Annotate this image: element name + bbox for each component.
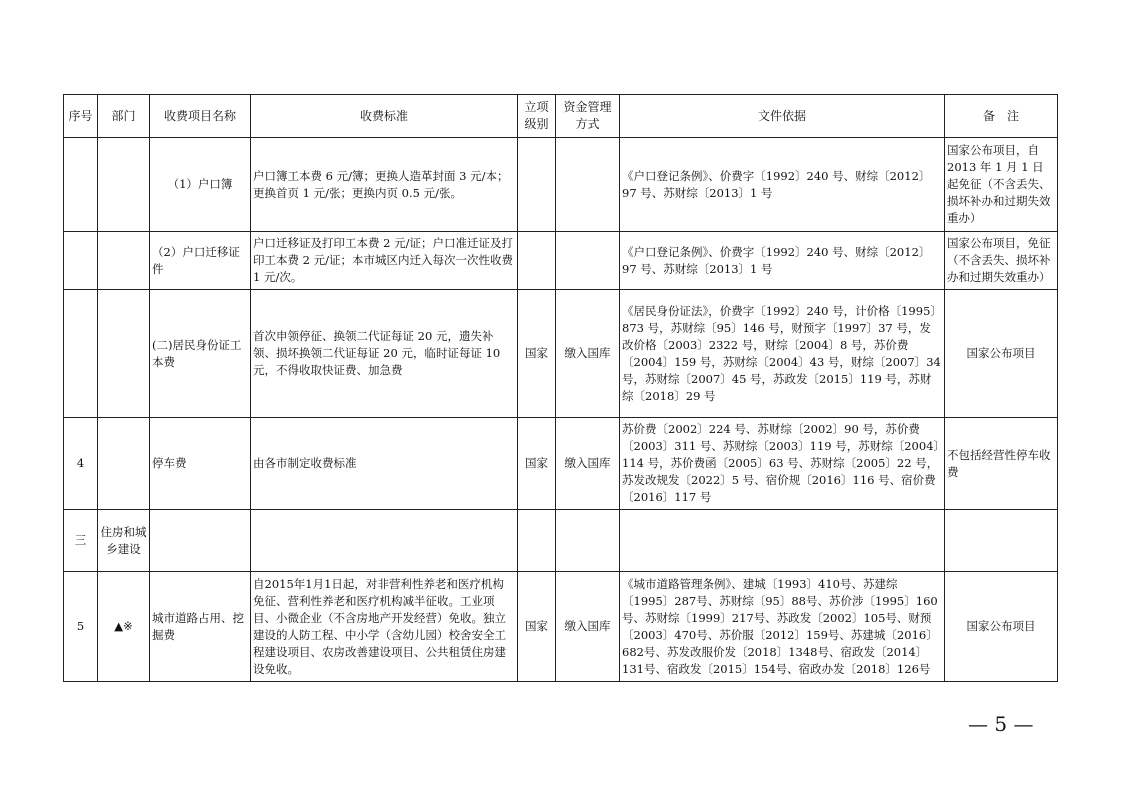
section-row xyxy=(64,510,1058,572)
cell-item xyxy=(150,510,251,572)
cell-fund: 缴入国库 xyxy=(556,290,620,418)
cell-remark xyxy=(945,510,1058,572)
header-basis: 文件依据 xyxy=(620,95,945,138)
cell-seq: 5 xyxy=(64,572,98,682)
cell-level xyxy=(518,510,556,572)
table-row xyxy=(64,138,1058,232)
cell-fund: 缴入国库 xyxy=(556,418,620,510)
cell-fund xyxy=(556,232,620,290)
header-fund: 资金管理方式 xyxy=(556,95,620,138)
table-row xyxy=(64,232,1058,290)
cell-basis: 《户口登记条例》、价费字〔1992〕240 号、财综〔2012〕97 号、苏财综〔2013〕1 号 xyxy=(620,138,945,232)
cell-basis: 《城市道路管理条例》、建城〔1993〕410号、苏建综〔1995〕287号、苏财综〔95〕88号、苏价涉〔1995〕160号、苏财综〔1999〕217号、苏政发〔2002〕105号、财预〔2003〕470号、苏价服〔2012〕159号、苏建城〔2016〕682号、苏发改服价发〔2018〕1348号、宿政发〔2014〕131号、宿政发〔2015〕154号、宿政办发〔2018〕126号 xyxy=(620,572,945,682)
cell-fund: 缴入国库 xyxy=(556,572,620,682)
cell-standard: 户口簿工本费 6 元/簿；更换人造革封面 3 元/本；更换首页 1 元/张；更换内页 0.5 元/张。 xyxy=(251,138,518,232)
table-row xyxy=(64,572,1058,682)
cell-remark: 国家公布项目，自2013 年 1 月 1 日起免征（不含丢失、损坏补办和过期失效重办） xyxy=(945,138,1058,232)
cell-item: （1）户口簿 xyxy=(150,138,251,232)
cell-basis xyxy=(620,510,945,572)
cell-dept xyxy=(98,232,150,290)
cell-level xyxy=(518,232,556,290)
cell-level xyxy=(518,138,556,232)
cell-level: 国家 xyxy=(518,572,556,682)
cell-seq: 4 xyxy=(64,418,98,510)
cell-standard: 自2015年1月1日起，对非营利性养老和医疗机构免征、营利性养老和医疗机构减半征收。工业项目、小微企业（不含房地产开发经营）免收。独立建设的人防工程、中小学（含幼儿园）校舍安全工程建设项目、农房改善建设项目、公共租赁住房建设免收。 xyxy=(251,572,518,682)
cell-remark: 不包括经营性停车收费 xyxy=(945,418,1058,510)
header-seq: 序号 xyxy=(64,95,98,138)
cell-remark: 国家公布项目，免征（不含丢失、损坏补办和过期失效重办） xyxy=(945,232,1058,290)
section-number: 三 xyxy=(64,510,98,572)
cell-dept xyxy=(98,290,150,418)
cell-standard: 户口迁移证及打印工本费 2 元/证；户口准迁证及打印工本费 2 元/证；本市城区内迁入每次一次性收费 1 元/次。 xyxy=(251,232,518,290)
header-item-name: 收费项目名称 xyxy=(150,95,251,138)
cell-item: （2）户口迁移证件 xyxy=(150,232,251,290)
cell-seq xyxy=(64,138,98,232)
page-number: — 5 — xyxy=(968,712,1034,736)
cell-seq xyxy=(64,232,98,290)
header-standard: 收费标准 xyxy=(251,95,518,138)
cell-fund xyxy=(556,138,620,232)
cell-item: 城市道路占用、挖掘费 xyxy=(150,572,251,682)
cell-standard: 首次申领停征、换领二代证每证 20 元，遗失补领、损坏换领二代证每证 20 元，临时证每证 10 元，不得收取快证费、加急费 xyxy=(251,290,518,418)
table-row xyxy=(64,290,1058,418)
cell-dept xyxy=(98,138,150,232)
header-level: 立项级别 xyxy=(518,95,556,138)
cell-remark: 国家公布项目 xyxy=(945,290,1058,418)
cell-remark: 国家公布项目 xyxy=(945,572,1058,682)
cell-item: 停车费 xyxy=(150,418,251,510)
header-dept: 部门 xyxy=(98,95,150,138)
cell-basis: 苏价费〔2002〕224 号、苏财综〔2002〕90 号，苏价费〔2003〕311 号、苏财综〔2003〕119 号，苏财综〔2004〕114 号，苏价费函〔2005〕63 号、苏财综〔2005〕22 号，苏发改规发〔2022〕5 号、宿价规〔2016〕116 号、宿价费〔2016〕117 号 xyxy=(620,418,945,510)
fee-table xyxy=(63,94,1058,682)
cell-level: 国家 xyxy=(518,290,556,418)
cell-fund xyxy=(556,510,620,572)
cell-basis: 《居民身份证法》，价费字〔1992〕240 号，计价格〔1995〕873 号，苏财综〔95〕146 号，财预字〔1997〕37 号，发改价格〔2003〕2322 号，财综〔2004〕8 号，苏价费〔2004〕159 号，苏财综〔2004〕43 号，财综〔2007〕34 号，苏财综〔2007〕45 号，苏政发〔2015〕119 号，苏财综〔2018〕29 号 xyxy=(620,290,945,418)
header-remark: 备 注 xyxy=(945,95,1058,138)
cell-item: (二)居民身份证工本费 xyxy=(150,290,251,418)
cell-dept xyxy=(98,418,150,510)
cell-seq xyxy=(64,290,98,418)
table-row xyxy=(64,418,1058,510)
cell-standard xyxy=(251,510,518,572)
section-category: 住房和城乡建设 xyxy=(98,510,150,572)
cell-standard: 由各市制定收费标准 xyxy=(251,418,518,510)
header-row xyxy=(64,95,1058,138)
cell-basis: 《户口登记条例》、价费字〔1992〕240 号、财综〔2012〕97 号、苏财综〔2013〕1 号 xyxy=(620,232,945,290)
cell-dept: ▲※ xyxy=(98,572,150,682)
cell-level: 国家 xyxy=(518,418,556,510)
